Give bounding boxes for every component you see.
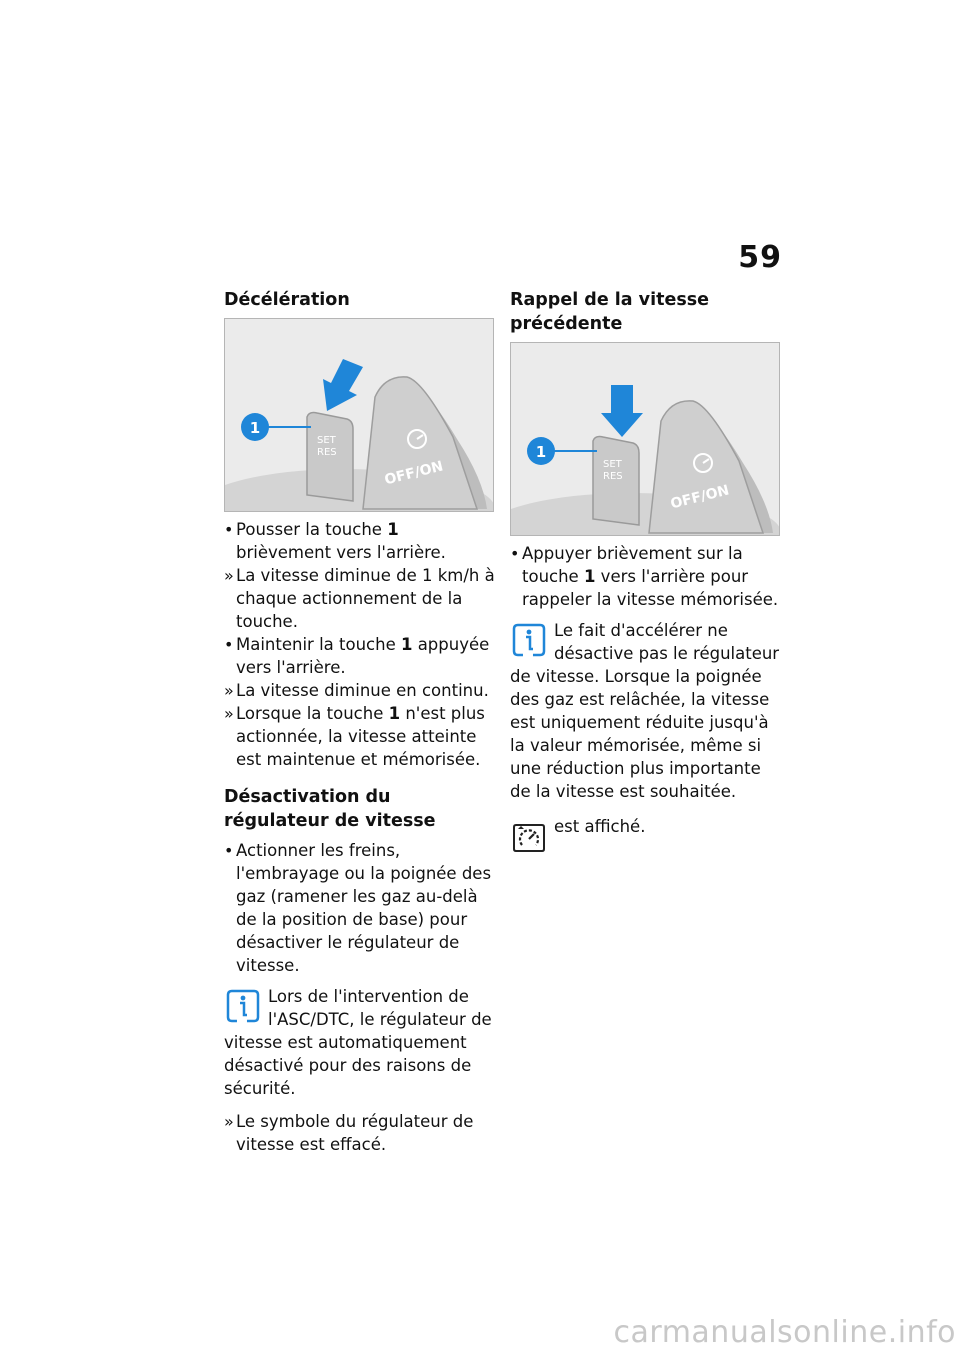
page-number: 59 xyxy=(738,240,782,275)
recall-steps xyxy=(510,542,782,611)
switch-illustration xyxy=(225,319,493,511)
list-item: • Maintenir la touche 1 appuyée vers l'arrière. xyxy=(224,635,490,677)
info-note-accelerate: Le fait d'accélérer ne désactive pas le régulateur de vitesse. Lorsque la poignée des gaz est relâchée, la vitesse est uniquement réduite jusqu'à la valeur mémorisée, même si une réduction plus importante de la vitesse est souhaitée. xyxy=(510,621,780,801)
cruise-control-icon xyxy=(510,819,548,857)
info-icon xyxy=(510,621,548,659)
deceleration-steps xyxy=(224,518,496,771)
button-label-res: RES xyxy=(317,447,337,458)
list-item: • Appuyer brièvement sur la touche 1 vers l'arrière pour rappeler la vitesse mémorisée. xyxy=(510,544,779,609)
list-item: » Le symbole du régulateur de vitesse est effacé. xyxy=(224,1112,474,1154)
cruise-control-display-note: est affiché. xyxy=(510,815,782,838)
section-heading-deactivation: Désactivation du régulateur de vitesse xyxy=(224,787,436,831)
right-column xyxy=(510,288,782,857)
list-item: • Pousser la touche 1 brièvement vers l'arrière. xyxy=(224,520,446,562)
toggle-label: OFF/ON xyxy=(668,482,731,513)
switch-illustration xyxy=(511,343,779,535)
info-note-asc: Lors de l'intervention de l'ASC/DTC, le régulateur de vitesse est automatiquement désactivé pour des raisons de sécurité. xyxy=(224,987,492,1098)
callout-number: 1 xyxy=(249,419,261,437)
figure-set-res-button-recall xyxy=(510,342,780,536)
left-column xyxy=(224,288,496,1156)
deactivation-steps xyxy=(224,839,496,977)
list-item: » Lorsque la touche 1 n'est plus actionnée, la vitesse atteinte est maintenue et mémorisée. xyxy=(224,704,485,769)
list-item: » La vitesse diminue en continu. xyxy=(224,681,489,700)
figure-set-res-button xyxy=(224,318,494,512)
section-heading-deceleration: Décélération xyxy=(224,290,350,310)
list-item: • Actionner les freins, l'embrayage ou la poignée des gaz (ramener les gaz au-delà de la position de base) pour désactiver le régulateur de vitesse. xyxy=(224,841,492,975)
toggle-label: OFF/ON xyxy=(382,458,445,489)
section-heading-recall: Rappel de la vitesse précédente xyxy=(510,290,710,334)
list-item: » La vitesse diminue de 1 km/h à chaque actionnement de la touche. xyxy=(224,566,495,631)
button-label-set: SET xyxy=(317,435,336,446)
info-icon xyxy=(224,987,262,1025)
result-steps xyxy=(224,1110,496,1156)
button-label-res: RES xyxy=(603,471,623,482)
watermark: carmanualsonline.info xyxy=(613,1315,956,1350)
callout-number: 1 xyxy=(535,443,547,461)
button-label-set: SET xyxy=(603,459,622,470)
